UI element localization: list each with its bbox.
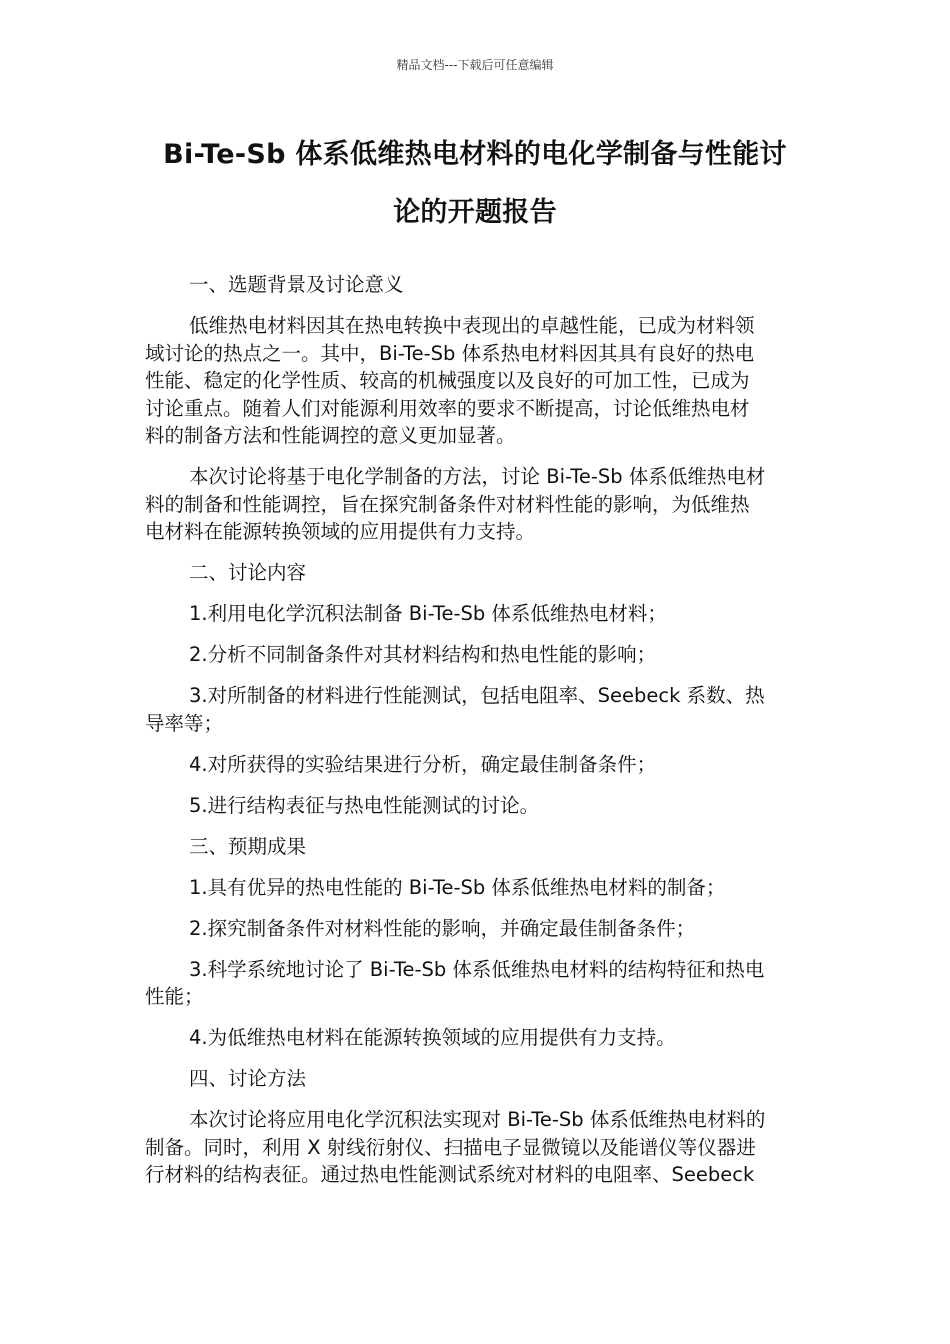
text-line: 性能； [145,985,204,1008]
paragraph [145,874,805,902]
paragraph [145,271,805,299]
paragraph [145,1024,805,1052]
paragraph [145,792,805,820]
text-line: 导率等； [145,711,224,735]
text-line: 讨论重点。随着人们对能源利用效率的要求不断提高，讨论低维热电材 [145,396,750,420]
document-body [145,271,805,1189]
text-line: 行材料的结构表征。通过热电性能测试系统对材料的电阻率、Seebeck [145,1163,755,1186]
text-line: 2.分析不同制备条件对其材料结构和热电性能的影响； [189,643,657,666]
text-line: 低维热电材料因其在热电转换中表现出的卓越性能，已成为材料领 [189,314,755,337]
text-line: 4.为低维热电材料在能源转换领域的应用提供有力支持。 [189,1026,676,1049]
paragraph [145,463,805,546]
text-line: 电材料在能源转换领域的应用提供有力支持。 [145,520,536,543]
paragraph [145,1065,805,1093]
text-line: 3.对所制备的材料进行性能测试，包括电阻率、Seebeck 系数、热 [189,684,765,707]
text-line: 1.具有优异的热电性能的 Bi-Te-Sb 体系低维热电材料的制备； [189,875,726,899]
paragraph [145,559,805,587]
title-line: 论的开题报告 [393,197,557,228]
text-line: 二、讨论内容 [189,561,307,584]
text-line: 一、选题背景及讨论意义 [189,273,404,296]
paragraph [145,751,805,779]
text-line: 三、预期成果 [189,834,307,858]
paragraph [145,956,805,1011]
text-line: 本次讨论将基于电化学制备的方法，讨论 Bi-Te-Sb 体系低维热电材 [189,465,766,488]
paragraph [145,600,805,628]
title-line: Bi-Te-Sb 体系低维热电材料的电化学制备与性能讨 [163,139,787,170]
text-line: 5.进行结构表征与热电性能测试的讨论。 [189,793,540,817]
paragraph [145,682,805,737]
text-line: 3.科学系统地讨论了 Bi-Te-Sb 体系低维热电材料的结构特征和热电 [189,957,765,981]
text-line: 域讨论的热点之一。其中，Bi-Te-Sb 体系热电材料因其具有良好的热电 [145,341,755,365]
text-line: 料的制备方法和性能调控的意义更加显著。 [145,424,516,447]
text-line: 制备。同时，利用 X 射线衍射仪、扫描电子显微镜以及能谱仪等仪器进 [145,1135,756,1159]
document-title [145,126,805,242]
paragraph [145,1106,805,1189]
text-line: 性能、稳定的化学性质、较高的机械强度以及良好的可加工性，已成为 [145,369,750,392]
paragraph [145,641,805,669]
text-line: 1.利用电化学沉积法制备 Bi-Te-Sb 体系低维热电材料； [189,602,667,625]
paragraph [145,833,805,861]
text-line: 4.对所获得的实验结果进行分析，确定最佳制备条件； [189,752,657,776]
text-line: 本次讨论将应用电化学沉积法实现对 Bi-Te-Sb 体系低维热电材料的 [189,1108,766,1131]
text-line: 2.探究制备条件对材料性能的影响，并确定最佳制备条件； [189,916,696,940]
text-line: 四、讨论方法 [189,1067,307,1090]
text-line: 料的制备和性能调控，旨在探究制备条件对材料性能的影响，为低维热 [145,492,750,516]
page-header: 精品文档---下载后可任意编辑 [396,58,554,72]
paragraph [145,915,805,943]
paragraph [145,312,805,450]
